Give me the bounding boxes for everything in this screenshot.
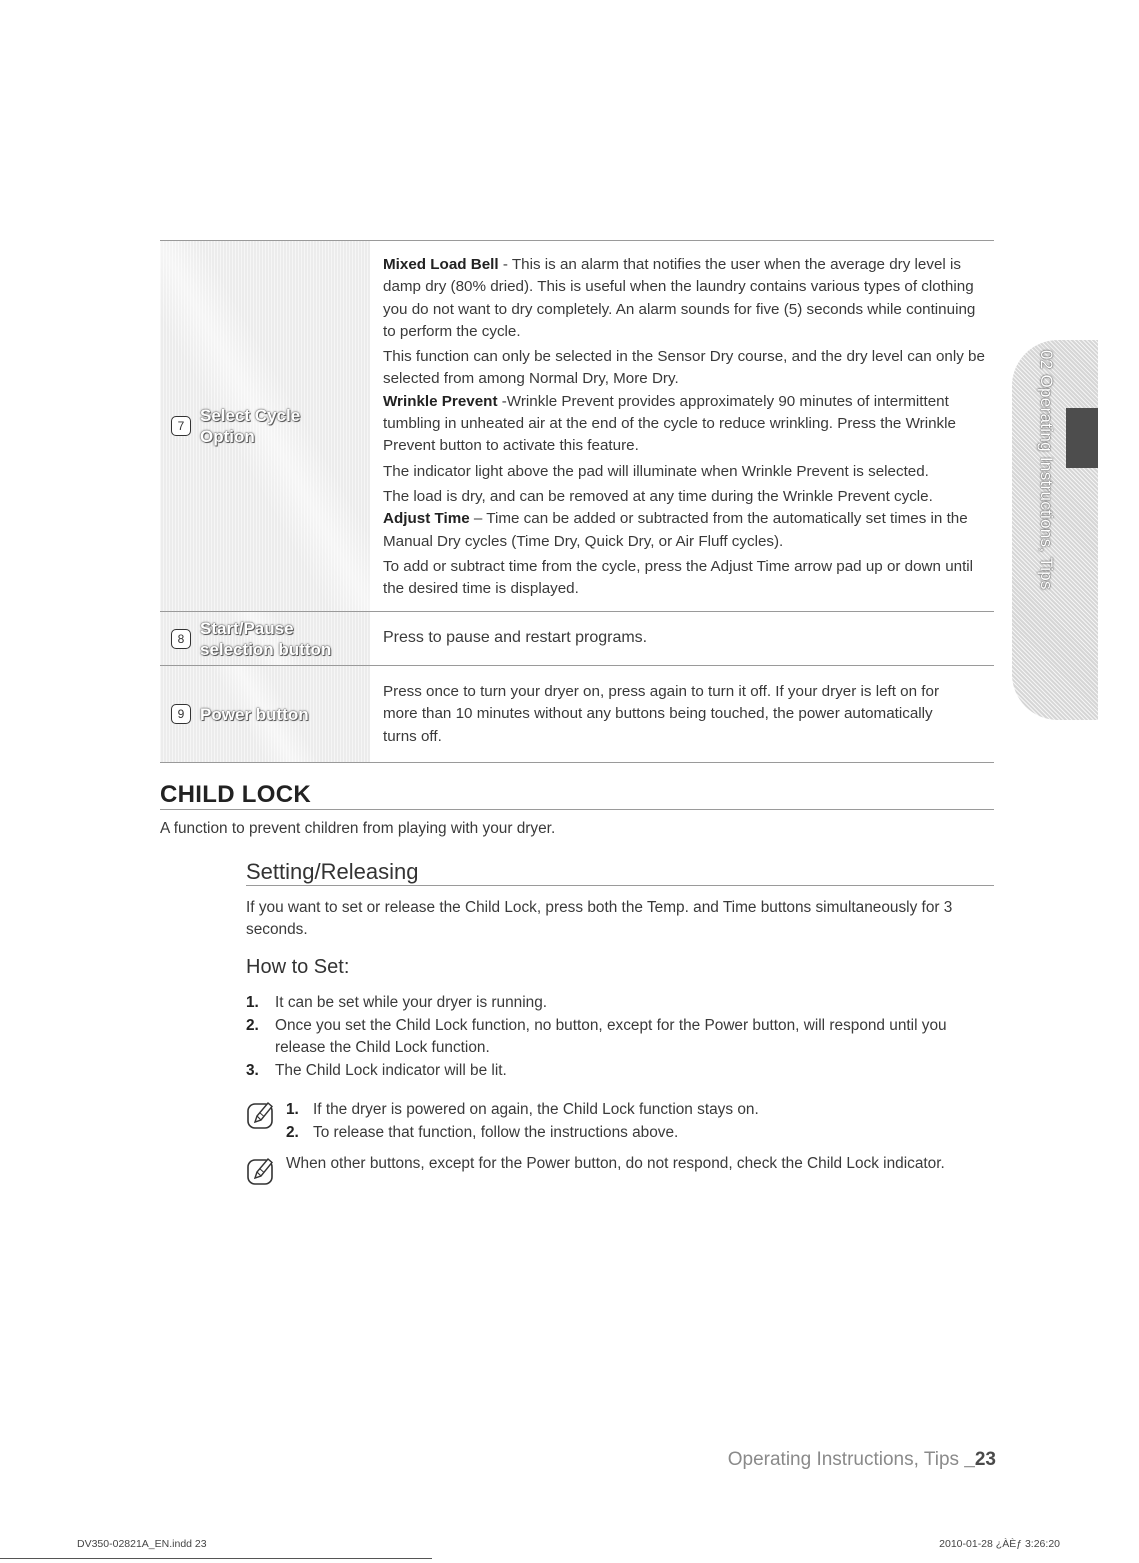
mixed-load-bell-text: - This is an alarm that notifies the user when the average dry level is damp dry (80% dried). This is useful when the laundry contains various types of clothing you do not want to dry completely. An alarm sounds for five (5) seconds while continuing to perform the cycle. [383,256,976,340]
desc-paragraph [383,508,988,553]
steps-list [246,992,986,1082]
row-8-label [200,618,331,660]
row-8-label-line1: Start/Pause [200,618,294,638]
step-text: It can be set while your dryer is running. [275,994,548,1011]
page-number: _23 [964,1449,996,1470]
note-text: If the dryer is powered on again, the Child Lock function stays on. [313,1101,759,1118]
desc-paragraph [383,627,988,649]
section-intro: A function to prevent children from playing with your dryer. [160,820,556,837]
indicator-light-text: The indicator light above the pad will illuminate when Wrinkle Prevent is selected. [383,462,929,480]
step-text: The Child Lock indicator will be lit. [275,1061,507,1079]
note-list [286,1099,986,1144]
desc-paragraph [383,556,988,601]
desc-paragraph [383,681,958,748]
desc-paragraph [383,346,988,391]
row-8-label-cell [160,612,370,665]
row-9-number: 9 [171,704,191,724]
print-file-info: DV350-02821A_EN.indd 23 [77,1538,207,1550]
row-7-label [200,405,300,447]
row-7-label-line1: Select Cycle [200,406,301,425]
list-item [286,1122,986,1145]
mixed-load-bell-term: Mixed Load Bell [383,256,499,273]
crop-rule [0,1558,432,1559]
row-9-label [200,704,309,725]
adjust-time-term: Adjust Time [383,510,470,528]
chapter-tab-marker [1066,408,1098,468]
add-subtract-text: To add or subtract time from the cycle, press the Adjust Time arrow pad up or down until the desired time is displayed. [383,557,974,598]
list-item [246,1060,986,1083]
row-8-label-line2: selection button [200,639,332,659]
list-item [246,1015,986,1060]
adjust-time-text: – Time can be added or subtracted from the automatically set times in the Manual Dry cycles (Time Dry, Quick Dry, or Air Fluff cycles). [383,510,968,550]
section-title: CHILD LOCK [160,781,311,808]
section-title-rule [160,809,994,810]
page-footer [560,1449,996,1471]
note-pencil-icon [246,1099,276,1131]
desc-paragraph [383,486,988,508]
row-8-number: 8 [171,629,191,649]
desc-paragraph [383,391,988,458]
subsection-rule [246,885,994,886]
start-pause-text: Press to pause and restart programs. [383,629,648,646]
step-number: 1. [246,994,259,1011]
sensor-dry-text: This function can only be selected in the Sensor Dry course, and the dry level can only be selected from among Normal Dry, More Dry. [383,348,985,388]
subsection-body: If you want to set or release the Child Lock, press both the Temp. and Time buttons simultaneously for 3 seconds. [246,899,953,939]
how-to-set-title: How to Set: [246,956,350,978]
load-dry-text: The load is dry, and can be removed at any time during the Wrinkle Prevent cycle. [383,487,933,505]
list-item [286,1099,986,1122]
row-8-description [383,627,988,649]
chapter-tab-label: 02 Operating Instructions, Tips [1037,350,1056,590]
print-date-info: 2010-01-28 ¿ÀÈƒ 3:26:20 [939,1538,1060,1550]
power-button-text: Press once to turn your dryer on, press again to turn it off. If your dryer is left on for more than 10 minutes without any buttons being touched, the power automatically turns off. [383,683,940,745]
step-number: 3. [246,1061,259,1079]
subsection-title: Setting/Releasing [246,859,419,884]
note-text: When other buttons, except for the Power button, do not respond, check the Child Lock indicator. [286,1155,945,1172]
footer-section-title: Operating Instructions, Tips [727,1449,965,1470]
note-pencil-icon [246,1155,276,1187]
note-text: To release that function, follow the instructions above. [313,1123,679,1141]
step-text: Once you set the Child Lock function, no button, except for the Power button, will respond until you release the Child Lock function. [275,1016,947,1056]
row-7-number: 7 [171,416,191,436]
row-9-label-cell [160,666,370,762]
step-number: 2. [246,1016,259,1034]
table-bottom-rule [160,762,994,763]
row-9-label-line1: Power button [200,704,309,724]
row-7-description [383,254,988,600]
desc-paragraph [383,254,988,343]
desc-paragraph [383,461,988,483]
wrinkle-prevent-term: Wrinkle Prevent [383,392,498,410]
note-number: 1. [286,1101,299,1118]
row-7-label-cell [160,241,370,611]
list-item [246,992,986,1015]
row-9-description [383,681,958,748]
wrinkle-prevent-text: -Wrinkle Prevent provides approximately 90 minutes of intermittent tumbling in unheated air at the end of the cycle to reduce wrinkling. Press the Wrinkle Prevent button to activate this feature. [383,392,956,455]
note-number: 2. [286,1123,299,1141]
row-7-label-line2: Option [200,427,255,446]
